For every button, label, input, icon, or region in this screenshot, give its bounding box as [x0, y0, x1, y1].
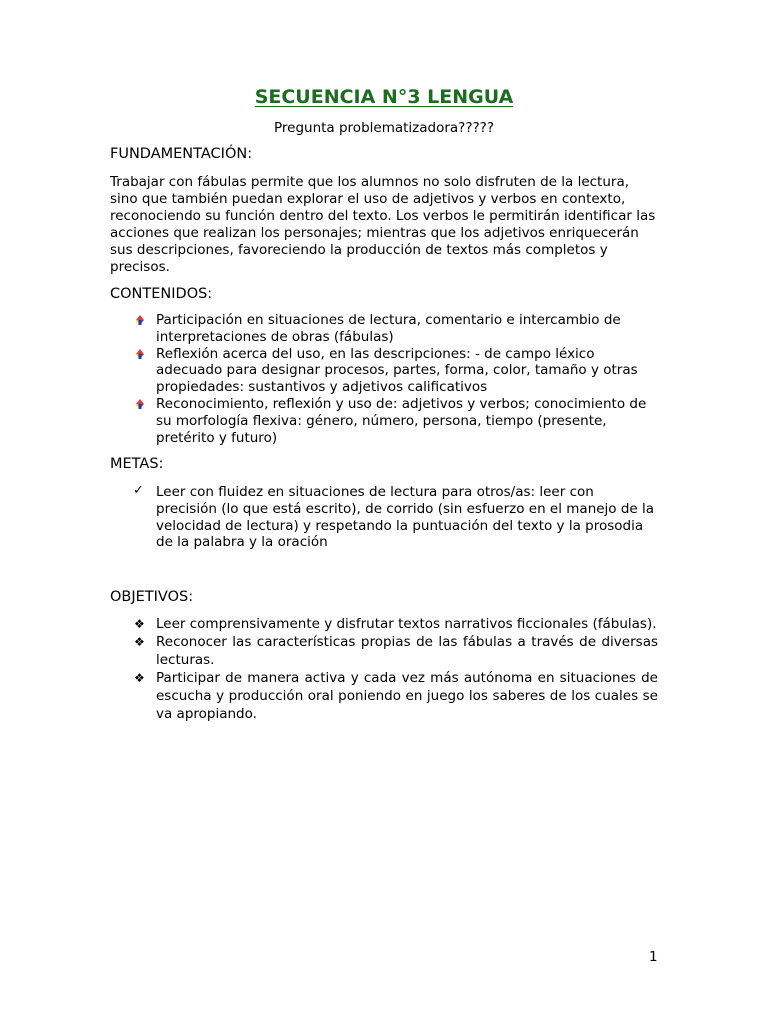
four-diamond-bullet-icon: ❖: [134, 617, 145, 631]
colored-arrow-bullet-icon: [133, 396, 147, 412]
metas-list: [133, 484, 658, 551]
fundamentacion-text: Trabajar con fábulas permite que los alumnos no solo disfruten de la lectura, sino que también puedan explorar el uso de adjetivos y verbos en contexto, reconociendo su función dentro del texto. Los verbos le permitirán identificar las acciones que realizan los personajes; mientras que los adjetivos enriquecerán sus descripciones, favoreciendo la producción de textos más completos y precisos.: [110, 174, 656, 275]
checkmark-icon: ✓: [133, 483, 144, 498]
guiding-question: Pregunta problematizadora?????: [273, 120, 494, 136]
list-item: [133, 484, 658, 551]
list-item: [133, 669, 658, 723]
list-item: [133, 633, 658, 669]
document-title: SECUENCIA N°3 LENGUA: [254, 86, 514, 108]
four-diamond-bullet-icon: ❖: [134, 635, 145, 649]
fundamentacion-heading: FUNDAMENTACIÓN:: [110, 146, 253, 162]
contenidos-item-text: Reconocimiento, reflexión y uso de: adjetivos y verbos; conocimiento de su morfología flexiva: género, número, persona, tiempo (presente, pretérito y futuro): [156, 395, 647, 446]
metas-item-text: Leer con fluidez en situaciones de lectura para otros/as: leer con precisión (lo que está escrito), de corrido (sin esfuerzo en el manejo de la velocidad de lectura) y respetando la puntuación del texto y la prosodia de la palabra y la oración: [156, 484, 655, 551]
objetivos-heading: OBJETIVOS:: [110, 589, 194, 605]
contenidos-heading: CONTENIDOS:: [110, 286, 213, 302]
list-item: [133, 346, 658, 396]
page-number: 1: [649, 949, 658, 965]
objetivos-item-text: Participar de manera activa y cada vez más autónoma en situaciones de escucha y producción oral poniendo en juego los saberes de los cuales se va apropiando.: [156, 670, 658, 722]
objetivos-list: [133, 615, 658, 723]
contenidos-item-text: Reflexión acerca del uso, en las descripciones: - de campo léxico adecuado para designar procesos, partes, forma, color, tamaño y otras propiedades: sustantivos y adjetivos calificativos: [156, 345, 638, 396]
four-diamond-bullet-icon: ❖: [134, 671, 145, 685]
list-item: [133, 396, 658, 446]
contenidos-item-text: Participación en situaciones de lectura, comentario e intercambio de interpretaciones de obras (fábulas): [156, 312, 621, 345]
contenidos-list: [133, 312, 658, 446]
list-item: [133, 615, 658, 633]
colored-arrow-bullet-icon: [133, 312, 147, 328]
colored-arrow-bullet-icon: [133, 346, 147, 362]
metas-heading: METAS:: [110, 456, 164, 472]
objetivos-item-text: Leer comprensivamente y disfrutar textos narrativos ficcionales (fábulas).: [156, 616, 657, 632]
objetivos-item-text: Reconocer las características propias de las fábulas a través de diversas lecturas.: [156, 634, 658, 668]
list-item: [133, 312, 658, 346]
